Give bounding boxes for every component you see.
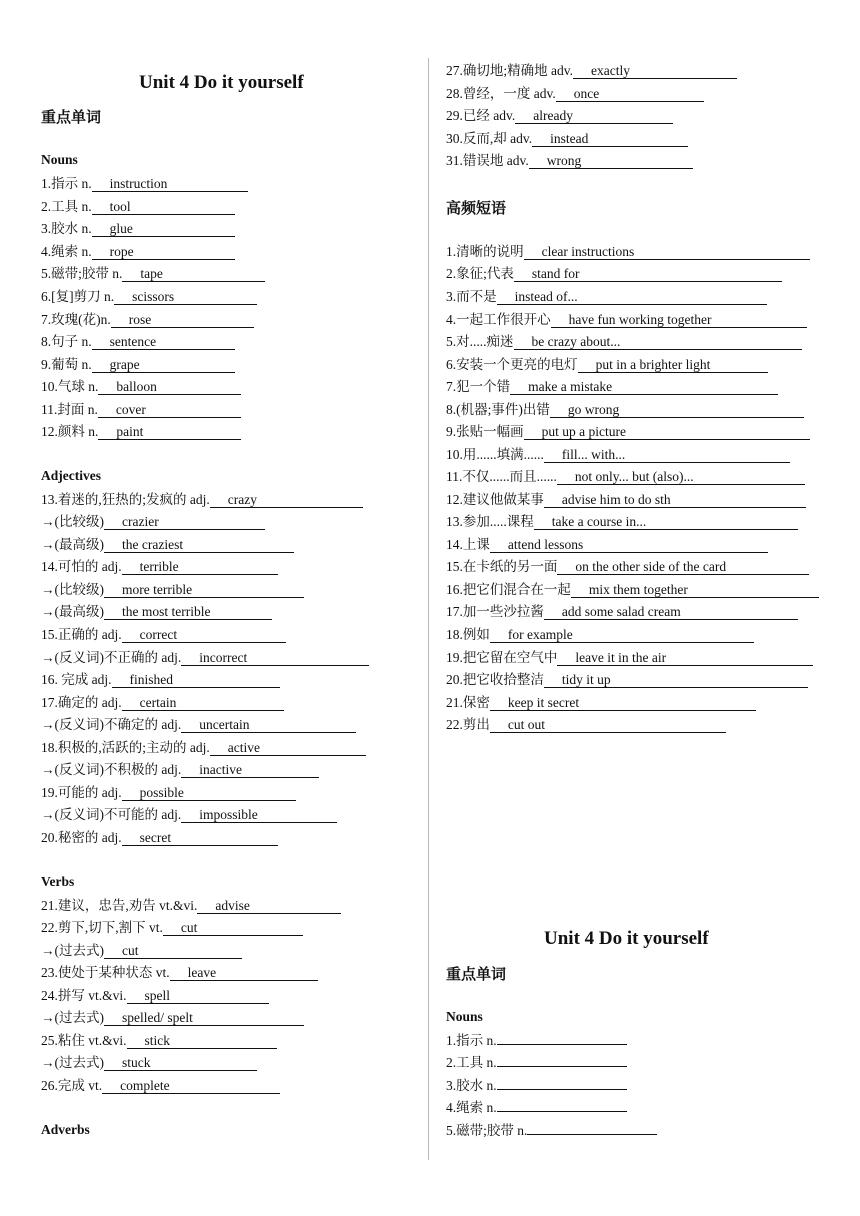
vocab-line	[41, 919, 303, 937]
vocab-line	[41, 964, 318, 982]
vocab-answer: more terrible	[104, 583, 304, 598]
vocab-line	[41, 333, 235, 351]
phrase-answer: put in a brighter light	[578, 358, 768, 373]
phrase-prompt: 8.(机器;事件)出错	[446, 402, 550, 417]
vocab-line	[446, 130, 688, 148]
phrase-answer: advise him to do sth	[544, 493, 806, 508]
vocab-line	[41, 198, 235, 216]
vocab-prompt: 26.完成 vt.	[41, 1078, 103, 1093]
vocab-prompt: 10.气球 n.	[41, 379, 99, 394]
vocab-answer: once	[556, 87, 704, 102]
vocab-line	[41, 1032, 277, 1050]
vocab-answer: crazy	[210, 493, 363, 508]
vocab-prompt: 28.曾经，一度 adv.	[446, 86, 556, 101]
vocab-prompt: →(最高级)	[41, 604, 104, 619]
vocab-answer: terrible	[122, 560, 278, 575]
nouns-heading: Nouns	[41, 152, 78, 167]
vocab-prompt: 19.可能的 adj.	[41, 785, 122, 800]
phrase-line	[446, 536, 768, 554]
vocab-answer: cut	[163, 921, 303, 936]
vocab-prompt: 17.确定的 adj.	[41, 695, 122, 710]
vocab-answer: glue	[92, 222, 235, 237]
vocab-prompt: 21.建议，忠告,劝告 vt.&vi.	[41, 898, 198, 913]
vocab-line	[41, 897, 341, 915]
phrase-answer: not only... but (also)...	[557, 470, 805, 485]
phrase-line	[446, 288, 767, 306]
phrase-prompt: 21.保密	[446, 695, 490, 710]
vocab-answer: complete	[102, 1079, 280, 1094]
phrase-answer: for example	[490, 628, 754, 643]
phrase-line	[446, 491, 806, 509]
vocab-line	[41, 603, 272, 621]
vocab-answer: the most terrible	[104, 605, 272, 620]
phrase-answer: cut out	[490, 718, 726, 733]
blank-vocab-line	[446, 1032, 627, 1050]
vocab-line	[41, 423, 241, 441]
vocab-prompt: 5.磁带;胶带 n.	[446, 1123, 528, 1138]
vocab-answer: already	[515, 109, 673, 124]
phrase-answer: fill... with...	[544, 448, 790, 463]
vocab-prompt: 18.积极的,活跃的;主动的 adj.	[41, 740, 210, 755]
vocab-prompt: →(比较级)	[41, 582, 104, 597]
page-title: Unit 4 Do it yourself	[139, 72, 304, 93]
vocab-line	[41, 694, 284, 712]
phrase-prompt: 15.在卡纸的另一面	[446, 559, 558, 574]
vocab-prompt: 14.可怕的 adj.	[41, 559, 122, 574]
vocab-answer-blank[interactable]	[527, 1134, 657, 1135]
phrase-answer: tidy it up	[544, 673, 808, 688]
vocab-prompt: 3.胶水 n.	[41, 221, 92, 236]
phrase-answer: mix them together	[571, 583, 819, 598]
vocab-prompt: 9.葡萄 n.	[41, 357, 92, 372]
phrase-line	[446, 716, 726, 734]
vocab-prompt: 3.胶水 n.	[446, 1078, 497, 1093]
vocab-prompt: 2.工具 n.	[41, 199, 92, 214]
phrase-line	[446, 603, 798, 621]
vocab-prompt: 4.绳索 n.	[446, 1100, 497, 1115]
phrase-prompt: 13.参加.....课程	[446, 514, 534, 529]
phrase-line	[446, 378, 778, 396]
phrase-prompt: 11.不仅......而且......	[446, 469, 557, 484]
vocab-line	[41, 243, 235, 261]
vocab-prompt: 30.反而,却 adv.	[446, 131, 533, 146]
vocab-answer: instead	[532, 132, 688, 147]
blank-vocab-line	[446, 1077, 627, 1095]
phrase-prompt: 6.安装一个更亮的电灯	[446, 357, 578, 372]
vocab-answer: correct	[122, 628, 286, 643]
phrase-line	[446, 626, 754, 644]
phrase-answer: have fun working together	[551, 313, 807, 328]
column-divider	[428, 58, 429, 1160]
phrase-answer: go wrong	[550, 403, 804, 418]
vocab-prompt: →(最高级)	[41, 537, 104, 552]
phrase-answer: put up a picture	[524, 425, 810, 440]
vocab-answer: inactive	[181, 763, 319, 778]
vocab-prompt: →(比较级)	[41, 514, 104, 529]
adverbs-heading: Adverbs	[41, 1122, 90, 1137]
phrase-answer: attend lessons	[490, 538, 768, 553]
phrase-answer: on the other side of the card	[557, 560, 809, 575]
phrase-line	[446, 513, 798, 531]
phrase-prompt: 5.对.....痴迷	[446, 334, 514, 349]
vocab-prompt: →(反义词)不可能的 adj.	[41, 807, 182, 822]
phrase-answer: be crazy about...	[514, 335, 802, 350]
vocab-line	[41, 987, 269, 1005]
vocab-line	[41, 581, 304, 599]
vocab-line	[41, 220, 235, 238]
vocab-line	[41, 942, 242, 960]
phrase-answer: take a course in...	[534, 515, 798, 530]
vocab-prompt: 20.秘密的 adj.	[41, 830, 122, 845]
vocab-line	[41, 761, 319, 779]
phrase-prompt: 9.张贴一幅画	[446, 424, 524, 439]
vocab-line	[41, 536, 294, 554]
vocab-prompt: 29.已经 adv.	[446, 108, 516, 123]
vocab-answer: certain	[122, 696, 284, 711]
vocab-prompt: 27.确切地;精确地 adv.	[446, 63, 573, 78]
phrase-line	[446, 311, 807, 329]
phrase-prompt: 22.剪出	[446, 717, 490, 732]
vocab-line	[446, 107, 673, 125]
vocab-prompt: →(反义词)不确定的 adj.	[41, 717, 182, 732]
phrases-heading: 高频短语	[446, 201, 507, 217]
phrase-prompt: 17.加一些沙拉酱	[446, 604, 544, 619]
vocab-answer: active	[210, 741, 366, 756]
vocab-answer: grape	[92, 358, 235, 373]
blank-vocab-line	[446, 1054, 627, 1072]
page-title-repeat: Unit 4 Do it yourself	[544, 928, 709, 949]
phrase-line	[446, 446, 790, 464]
key-words-heading: 重点单词	[41, 110, 102, 126]
vocab-answer-blank[interactable]	[497, 1044, 627, 1045]
blank-vocab-line	[446, 1122, 657, 1140]
vocab-line	[41, 175, 248, 193]
phrase-answer: leave it in the air	[557, 651, 813, 666]
vocab-answer: crazier	[104, 515, 265, 530]
vocab-prompt: →(过去式)	[41, 943, 104, 958]
phrase-line	[446, 671, 808, 689]
vocab-prompt: 1.指示 n.	[41, 176, 92, 191]
vocab-prompt: 25.粘住 vt.&vi.	[41, 1033, 127, 1048]
phrase-prompt: 7.犯一个错	[446, 379, 511, 394]
vocab-prompt: 13.着迷的,狂热的;发疯的 adj.	[41, 492, 210, 507]
vocab-line	[41, 513, 265, 531]
vocab-answer: possible	[122, 786, 296, 801]
phrase-line	[446, 558, 809, 576]
phrase-line	[446, 468, 805, 486]
vocab-answer: spell	[127, 989, 269, 1004]
vocab-answer: sentence	[92, 335, 235, 350]
vocab-line	[41, 558, 278, 576]
vocab-line	[41, 671, 280, 689]
vocab-prompt: →(反义词)不积极的 adj.	[41, 762, 182, 777]
phrase-answer: add some salad cream	[544, 605, 798, 620]
vocab-line	[41, 626, 286, 644]
vocab-answer: scissors	[114, 290, 257, 305]
vocab-answer: tape	[122, 267, 265, 282]
vocab-prompt: →(过去式)	[41, 1055, 104, 1070]
phrase-answer: stand for	[514, 267, 782, 282]
vocab-line	[41, 1077, 280, 1095]
phrase-line	[446, 581, 819, 599]
phrase-prompt: 3.而不是	[446, 289, 497, 304]
vocab-answer: leave	[170, 966, 318, 981]
phrase-answer: make a mistake	[510, 380, 778, 395]
vocab-prompt: 8.句子 n.	[41, 334, 92, 349]
phrase-answer: clear instructions	[524, 245, 810, 260]
vocab-line	[41, 378, 241, 396]
vocab-answer: impossible	[181, 808, 337, 823]
vocab-answer: instruction	[92, 177, 248, 192]
vocab-prompt: 11.封面 n.	[41, 402, 98, 417]
vocab-answer: rope	[92, 245, 235, 260]
phrase-line	[446, 243, 810, 261]
vocab-prompt: 5.磁带;胶带 n.	[41, 266, 123, 281]
phrase-answer: instead of...	[497, 290, 767, 305]
vocab-answer: spelled/ spelt	[104, 1011, 304, 1026]
vocab-line	[41, 288, 257, 306]
vocab-line	[41, 491, 363, 509]
vocab-answer: incorrect	[181, 651, 369, 666]
vocab-answer: cover	[98, 403, 241, 418]
vocab-answer-blank[interactable]	[497, 1089, 627, 1090]
phrase-prompt: 2.象征;代表	[446, 266, 514, 281]
phrase-prompt: 19.把它留在空气中	[446, 650, 558, 665]
vocab-line	[41, 806, 337, 824]
vocab-line	[41, 784, 296, 802]
vocab-answer: wrong	[529, 154, 693, 169]
phrase-answer: keep it secret	[490, 696, 756, 711]
vocab-line	[41, 356, 235, 374]
vocab-prompt: →(反义词)不正确的 adj.	[41, 650, 182, 665]
vocab-line	[41, 739, 366, 757]
vocab-answer: exactly	[573, 64, 737, 79]
vocab-prompt: 16. 完成 adj.	[41, 672, 112, 687]
vocab-line	[41, 1054, 257, 1072]
vocab-prompt: 15.正确的 adj.	[41, 627, 122, 642]
vocab-prompt: 4.绳索 n.	[41, 244, 92, 259]
phrase-line	[446, 423, 810, 441]
vocab-answer: uncertain	[181, 718, 356, 733]
phrase-prompt: 20.把它收拾整洁	[446, 672, 544, 687]
vocab-prompt: →(过去式)	[41, 1010, 104, 1025]
phrase-prompt: 4.一起工作很开心	[446, 312, 551, 327]
phrase-prompt: 12.建议他做某事	[446, 492, 544, 507]
phrase-line	[446, 333, 802, 351]
vocab-answer: the craziest	[104, 538, 294, 553]
vocab-prompt: 1.指示 n.	[446, 1033, 497, 1048]
verbs-heading: Verbs	[41, 874, 75, 889]
vocab-answer-blank[interactable]	[497, 1066, 627, 1067]
phrase-line	[446, 265, 782, 283]
vocab-line	[446, 85, 704, 103]
phrase-line	[446, 694, 756, 712]
vocab-prompt: 22.剪下,切下,割下 vt.	[41, 920, 163, 935]
vocab-answer: cut	[104, 944, 242, 959]
phrase-line	[446, 356, 768, 374]
vocab-line	[41, 829, 278, 847]
phrase-prompt: 1.清晰的说明	[446, 244, 524, 259]
phrase-line	[446, 401, 804, 419]
vocab-answer: finished	[112, 673, 280, 688]
vocab-line	[41, 1009, 304, 1027]
phrase-prompt: 10.用......填满......	[446, 447, 544, 462]
phrase-prompt: 18.例如	[446, 627, 490, 642]
vocab-line	[446, 152, 693, 170]
vocab-answer: balloon	[98, 380, 241, 395]
vocab-line	[41, 265, 265, 283]
vocab-prompt: 12.颜料 n.	[41, 424, 99, 439]
vocab-prompt: 23.使处于某种状态 vt.	[41, 965, 170, 980]
vocab-answer: advise	[197, 899, 341, 914]
vocab-line	[41, 649, 369, 667]
vocab-answer: stick	[127, 1034, 277, 1049]
key-words-heading-repeat: 重点单词	[446, 967, 507, 983]
vocab-prompt: 31.错误地 adv.	[446, 153, 529, 168]
vocab-answer: paint	[98, 425, 241, 440]
blank-vocab-line	[446, 1099, 627, 1117]
vocab-line	[41, 401, 241, 419]
vocab-prompt: 7.玫瑰(花)n.	[41, 312, 111, 327]
phrase-prompt: 14.上课	[446, 537, 490, 552]
vocab-line	[41, 311, 254, 329]
vocab-answer: stuck	[104, 1056, 257, 1071]
vocab-line	[41, 716, 356, 734]
vocab-answer: secret	[122, 831, 278, 846]
nouns-heading-repeat: Nouns	[446, 1009, 483, 1024]
vocab-prompt: 6.[复]剪刀 n.	[41, 289, 115, 304]
vocab-prompt: 2.工具 n.	[446, 1055, 497, 1070]
vocab-answer: rose	[111, 313, 254, 328]
vocab-answer-blank[interactable]	[497, 1111, 627, 1112]
vocab-prompt: 24.拼写 vt.&vi.	[41, 988, 127, 1003]
phrase-line	[446, 649, 813, 667]
vocab-answer: tool	[92, 200, 235, 215]
adjectives-heading: Adjectives	[41, 468, 101, 483]
vocab-line	[446, 62, 737, 80]
phrase-prompt: 16.把它们混合在一起	[446, 582, 571, 597]
